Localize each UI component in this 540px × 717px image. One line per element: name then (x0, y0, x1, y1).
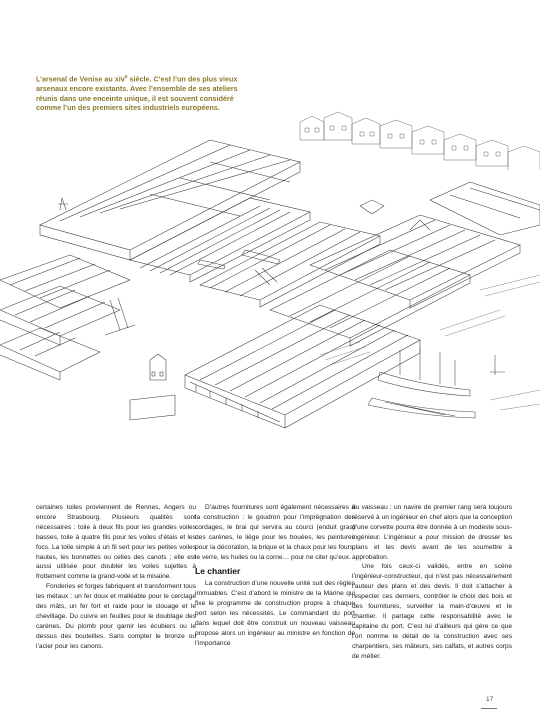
text-column-1 (36, 503, 196, 652)
top-shed (40, 140, 300, 260)
caption-text-end: siècle. C’est l’un des plus vieux arsenaux encore existants. Avec l’ensemble de ses ateliers réunis dans une enceinte unique, il est souvent considéré comme l’un des premiers sites industriels européens. (36, 74, 238, 113)
column1-paragraph-2: Fonderies et forges fabriquent et transforment tous les métaux : un fer doux et malléable pour le cerclage des mâts, un fer fort et raide pour le clouage et le chevillage. Du cuivre en feuilles pour le doublage des carènes. Du plomb pour garnir les écubiers ou le dessus des bouteilles. Sans compter le bronze ou l’acier pour les canons. (36, 583, 196, 650)
figure-caption (36, 73, 246, 113)
ships (58, 198, 505, 418)
lower-block (185, 305, 420, 428)
right-sheds (270, 182, 540, 346)
column1-paragraph-1: certaines toiles proviennent de Rennes, Angers ou encore Strasbourg. Plusieurs qualités sont nécessaires : toile à deux fils pour les grandes voiles basses, toile à quatre fils pour les voiles d’étais et les focs. La toile simple à un fil sert pour les petites voiles hautes, les bonnettes ou celles des canots ; elle est aussi utilisée pour doubler les voiles sujettes à frottement comme la grand-voile et la misaine. (36, 504, 196, 581)
tower (130, 354, 175, 420)
page-number-rule (481, 708, 497, 709)
caption-century: xiv (114, 74, 125, 84)
text-column-2 (195, 503, 355, 649)
page-number: 17 (486, 696, 494, 703)
caption-text-start: L’arsenal de Venise au (36, 74, 115, 84)
column3-paragraph-1: du vaisseau : un navire de premier rang sera toujours réservé à un ingénieur en chef alors que la conception d’une corvette pourra être donnée à un modeste sous-ingénieur. L’ingénieur a pour mission de dresser les plans et les devis avant de les soumettre à approbation. (352, 504, 512, 561)
quay-lines (320, 275, 540, 410)
text-column-3 (352, 503, 512, 662)
column2-paragraph-2: La construction d’une nouvelle unité suit des règles immuables. C’est d’abord le ministre de la Marine qui fixe le programme de construction propre à chaque port selon les nécessités. Le commandant du port dans lequel doit être construit un nouveau vaisseau propose alors un ingénieur au ministre en fonction de l’importance (195, 580, 355, 647)
left-sheds (0, 255, 130, 380)
caption-sup: e (124, 74, 128, 80)
arsenal-illustration (0, 110, 540, 440)
column2-paragraph-1: D’autres fournitures sont également nécessaires à la construction : le goudron pour l’imprégnation des cordages, le brai qui servira au courci (enduit gras) des carènes, le liège pour les bouées, les peintures pour la décoration, la brique et la chaux pour les fours, le verre, les huiles ou la corne… pour ne citer qu’eux. (195, 504, 355, 561)
section-heading-le-chantier: Le chantier (195, 566, 241, 577)
background-houses (300, 112, 540, 170)
column3-paragraph-2: Une fois ceux-ci validés, entre en scène l’ingénieur-constructeur, qui n’est pas nécessairement l’auteur des plans et des devis. Il doit s’attacher à respecter ces derniers, contrôler le choix des bois et des fournitures, surveiller la main-d’œuvre et le chantier. Il partage cette responsabilité avec le capitaine du port. C’est lui d’ailleurs qui gère ce que l’on nomme le détail de la construction avec ses charpentiers, ses mâteurs, ses calfats, et autres corps de métier. (352, 563, 512, 660)
